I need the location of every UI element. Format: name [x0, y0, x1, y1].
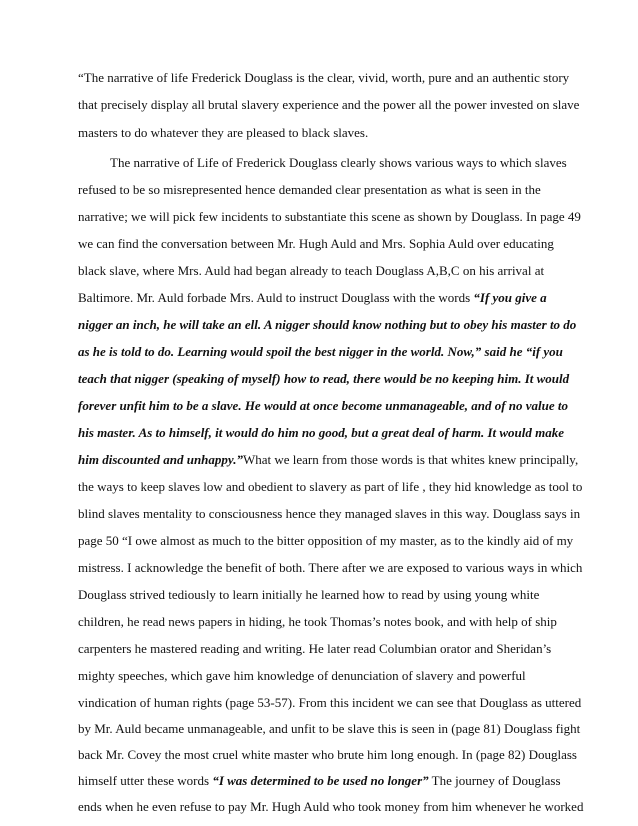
- p2-line: we can find the conversation between Mr. Hugh Auld and Mrs. Sophia Auld over educating: [78, 236, 554, 251]
- quote-line: [78, 343, 563, 360]
- p2-line: ends when he even refuse to pay Mr. Hugh Auld who took money from him whenever he worked: [78, 799, 584, 814]
- p2-line: children, he read news papers in hiding, he took Thomas’s notes book, and with help of ship: [78, 614, 557, 629]
- p2-line: black slave, where Mrs. Auld had began already to teach Douglass A,B,C on his arrival at: [78, 263, 545, 278]
- quote-text: “I was determined to be used no longer”: [212, 773, 429, 788]
- p2-line: [78, 772, 561, 789]
- p1-line: that precisely display all brutal slavery experience and the power all the power invested on slave: [78, 97, 580, 112]
- p1-line: “The narrative of life Frederick Douglass is the clear, vivid, worth, pure and an authentic story: [78, 70, 570, 85]
- quote-text: “If you give a: [473, 290, 547, 305]
- plain-text: Baltimore. Mr. Auld forbade Mrs. Auld to instruct Douglass with the words: [78, 290, 474, 305]
- p2-line: back Mr. Covey the most cruel white master who brute him long enough. In (page 82) Douglass: [78, 747, 577, 762]
- quote-text: teach that nigger (speaking of myself) how to read, there would be no keeping him. It would: [78, 371, 570, 386]
- quote-text: nigger an inch, he will take an ell. A nigger should know nothing but to obey his master to do: [78, 317, 577, 332]
- p2-line: vindication of human rights (page 53-57). From this incident we can see that Douglass as uttered: [78, 695, 582, 710]
- p2-line: carpenters he mastered reading and writing. He later read Columbian orator and Sheridan’s: [78, 641, 552, 656]
- p2-line: narrative; we will pick few incidents to substantiate this scene as shown by Douglass. In page 49: [78, 209, 581, 224]
- p2-line: mistress. I acknowledge the benefit of both. There after we are exposed to various ways in which: [78, 560, 583, 575]
- quote-text: him discounted and unhappy.”: [78, 452, 243, 467]
- p2-line: by Mr. Auld became unmanageable, and unfit to be slave this is seen in (page 81) Douglass fight: [78, 721, 581, 736]
- p2-line: blind slaves mentality to consciousness hence they managed slaves in this way. Douglass says in: [78, 506, 581, 521]
- quote-text: his master. As to himself, it would do him no good, but a great deal of harm. It would make: [78, 425, 565, 440]
- quote-line: [78, 397, 568, 414]
- p2-line: [78, 451, 578, 468]
- plain-text: What we learn from those words is that whites knew principally,: [242, 452, 579, 467]
- p1-line: masters to do whatever they are pleased to black slaves.: [78, 125, 369, 140]
- plain-text: himself utter these words: [78, 773, 213, 788]
- p2-line: page 50 “I owe almost as much to the bitter opposition of my master, as to the kindly aid of my: [78, 533, 574, 548]
- quote-text: forever unfit him to be a slave. He would at once become unmanageable, and of no value to: [78, 398, 569, 413]
- p2-line: [78, 289, 547, 306]
- p2-line: Douglass strived tediously to learn initially he learned how to read by using young white: [78, 587, 540, 602]
- quote-line: [78, 424, 564, 441]
- quote-line: [78, 316, 576, 333]
- plain-text: The journey of Douglass: [428, 773, 561, 788]
- p2-line: the ways to keep slaves low and obedient to slavery as part of life , they hid knowledge as tool to: [78, 479, 583, 494]
- p2-line: refused to be so misrepresented hence demanded clear presentation as what is seen in the: [78, 182, 541, 197]
- quote-line: [78, 370, 569, 387]
- quote-text: as he is told to do. Learning would spoil the best nigger in the world. Now,” said he “if you: [78, 344, 563, 359]
- p2-line: mighty speeches, which gave him knowledge of denunciation of slavery and powerful: [78, 668, 526, 683]
- p2-line: The narrative of Life of Frederick Douglass clearly shows various ways to which slaves: [110, 155, 567, 170]
